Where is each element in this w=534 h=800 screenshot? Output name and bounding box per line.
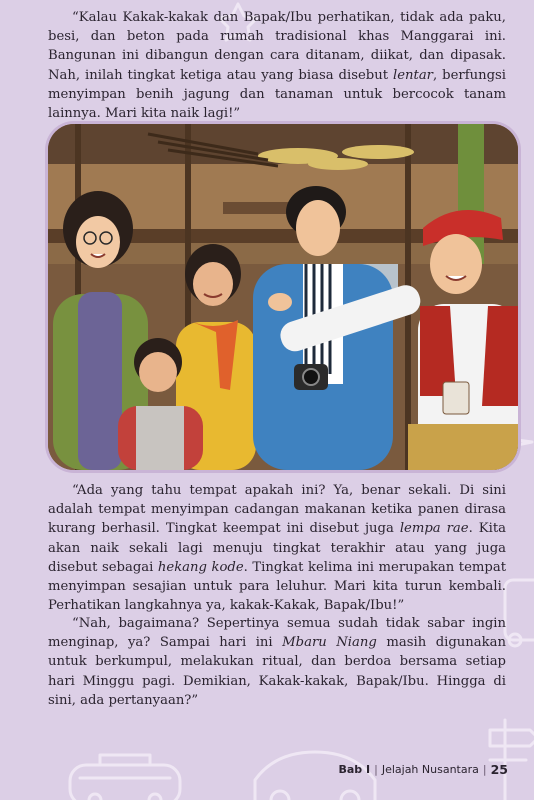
page-number: 25 (490, 762, 508, 777)
paragraph-lentar: “Kalau Kakak-kakak dan Bapak/Ibu perhatikan, tidak ada paku, besi, dan beton pada rumah tradisional khas Manggarai ini. Bangunan ini dibangun dengan cara ditanam, diikat, dan dipasak. Nah, inilah tingkat ketiga atau yang biasa disebut lentar, berfungsi menyimpan benih jagung dan tanaman untuk bercocok tanam lainnya. Mari kita naik lagi!” (48, 10, 506, 122)
train-outline-icon (70, 755, 180, 800)
story-illustration (48, 124, 518, 470)
footer-separator-2: | (482, 763, 487, 776)
illustration-drawing (48, 124, 518, 470)
paragraph-lempa-rae: “Ada yang tahu tempat apakah ini? Ya, benar sekali. Di sini adalah tempat menyimpan cadangan makanan ketika panen dirasa kurang berhasil. Tingkat keempat ini disebut juga lempa rae. Kita akan naik sekali lagi menuju tingkat terakhir atau yang juga disebut sebagai hekang kode. Tingkat kelima ini merupakan tempat menyimpan sesajian untuk para leluhur. Mari kita turun kembali. Perhatikan langkahnya ya, kakak-Kakak, Bapak/Ibu!” (48, 483, 507, 614)
book-title: Jelajah Nusantara (381, 763, 479, 776)
page-footer (339, 762, 509, 777)
footer-separator: | (374, 763, 378, 776)
signpost-outline-icon (490, 720, 534, 800)
car-side-outline-icon (505, 580, 534, 646)
chapter-label: Bab I (338, 763, 371, 776)
paragraph-mbaru-niang: “Nah, bagaimana? Sepertinya semua sudah tidak sabar ingin menginap, ya? Sampai hari ini Mbaru Niang masih digunakan untuk berkumpul, melakukan ritual, dan berdoa bersama setiap hari Minggu pagi. Demikian, Kakak-kakak, Bapak/Ibu. Hingga di sini, ada pertanyaan?” (48, 616, 506, 708)
